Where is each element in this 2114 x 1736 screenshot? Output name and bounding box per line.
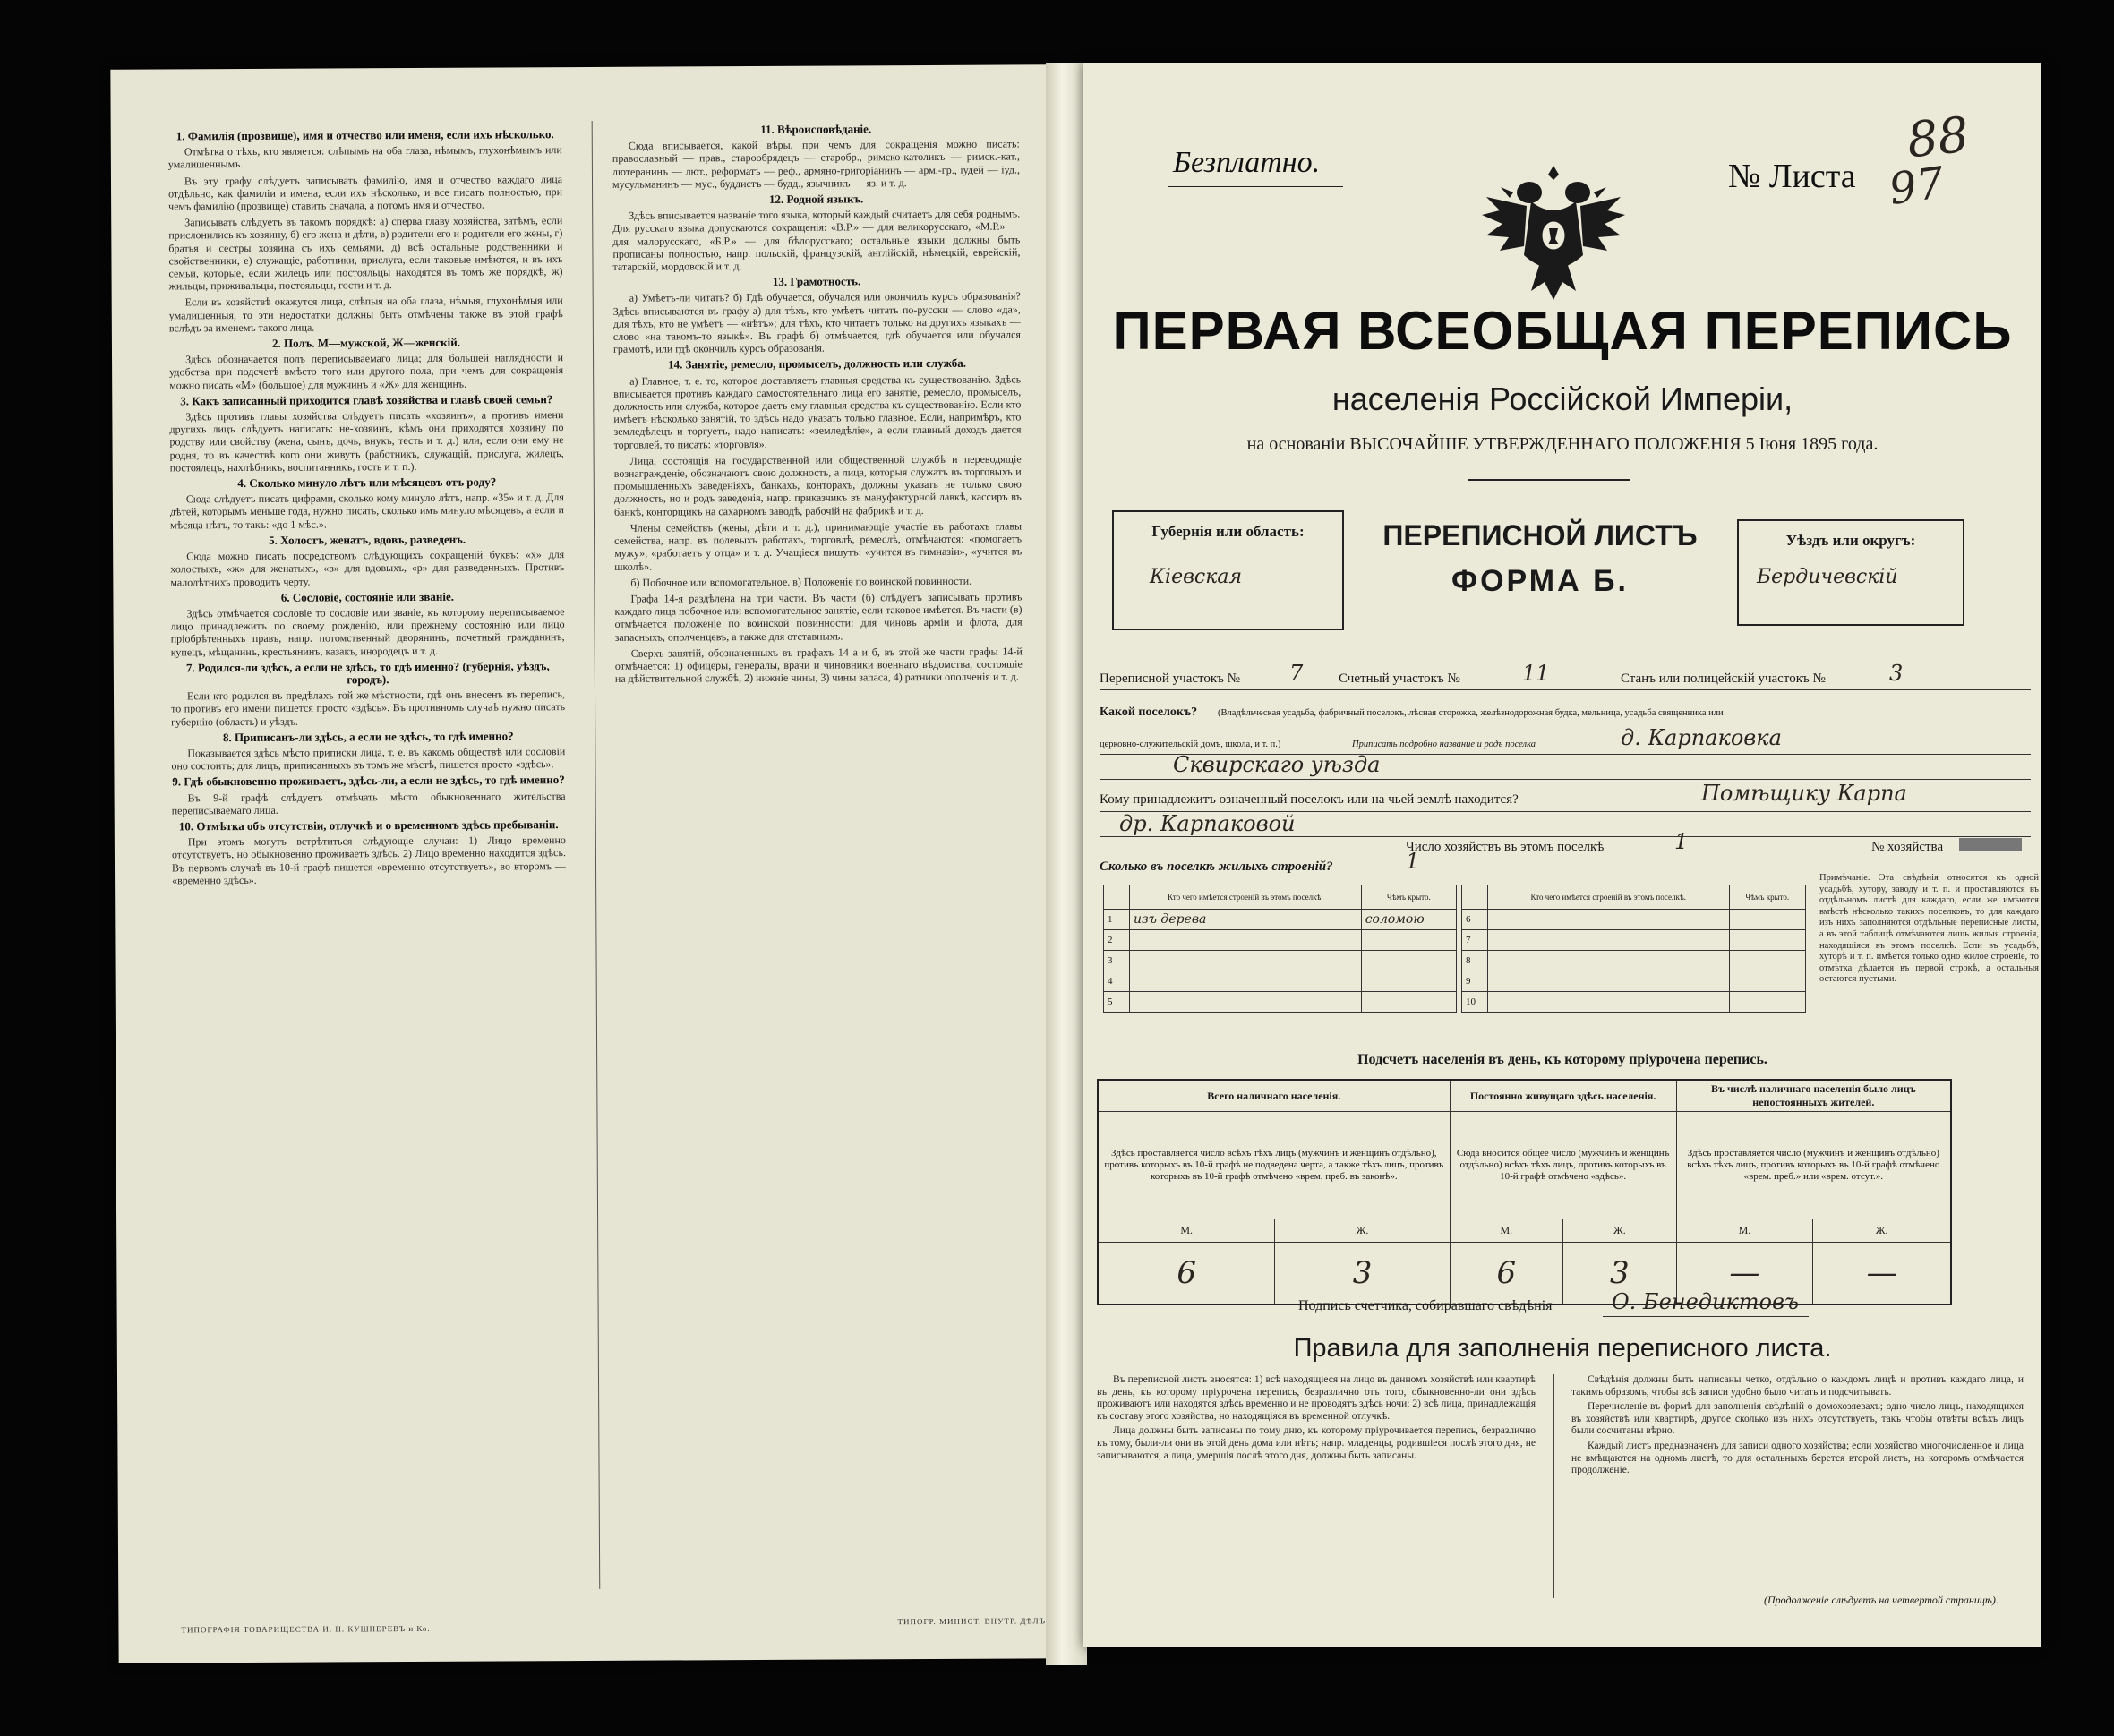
temporary-male-value: — bbox=[1676, 1243, 1813, 1305]
rules-paragraph: Перечисленіе въ формѣ для заполненія свѣдѣній о домохозяевахъ; одно число лицъ, находящихся въ хозяйствѣ или квартирѣ, другое сколько изъ нихъ отсутствуетъ, такъ чтобы отвѣты всѣхъ лицъ были сосчитаны вѣрно. bbox=[1571, 1401, 2024, 1437]
rules-paragraph: Свѣдѣнія должны быть написаны четко, отдѣльно о каждомъ лицѣ и противъ каждаго лица, и такимъ образомъ, чтобы всѣ записи удобно было читать и подсчитывать. bbox=[1571, 1374, 2024, 1398]
roof-header: Чѣмъ крыто. bbox=[1729, 885, 1805, 910]
rules-paragraph: Въ переписной листъ вносятся: 1) всѣ находящіеся на лицо въ данномъ хозяйствѣ или квартирѣ въ день, къ которому пріурочена перепись, безразлично отъ того, обыкновенно-ли они здѣсь проживаютъ или находятся здѣсь временно и не проводятъ здѣсь ночи; 2) всѣ лица, принадлежащія къ составу этого хозяйства, но находящіяся въ временной отлучкѣ. bbox=[1097, 1374, 1536, 1422]
printer-imprint: ТИПОГРАФІЯ ТОВАРИЩЕСТВА И. Н. КУШНЕРЕВЪ и Ко. bbox=[181, 1623, 431, 1635]
row-number: 5 bbox=[1104, 992, 1130, 1013]
temporary-female-value: — bbox=[1813, 1243, 1951, 1305]
rules-paragraph: Лица должны быть записаны по тому дню, къ которому пріурочивается перепись, безразлично къ тому, были-ли они въ этой день дома или нѣтъ; напр. младенцы, родившіеся послѣ этого дня, не записываются, а лица, умершія послѣ этого дня, должны быть записаны. bbox=[1097, 1425, 1536, 1461]
household-number-redacted bbox=[1959, 838, 2022, 851]
section-title: Полъ. М—мужской, Ж—женскій. bbox=[283, 335, 461, 350]
buildings-table-right bbox=[1461, 885, 1806, 1013]
row-number: 1 bbox=[1104, 910, 1130, 930]
permanent-population-desc: Сюда вносится общее число (мужчинъ и женщинъ отдѣльно) всѣхъ тѣхъ лицъ, противъ которыхъ въ 10-й графѣ отмѣчено «здѣсь». bbox=[1450, 1112, 1676, 1219]
row-number: 2 bbox=[1104, 930, 1130, 951]
instruction-paragraph: Если кто родился въ предѣлахъ той же мѣстности, гдѣ онъ внесенъ въ перепись, то противъ его имени пишется просто «здѣсь». Въ противномъ случаѣ нужно писать губернію (область) и уѣздъ. bbox=[171, 688, 566, 728]
permanent-population-header: Постоянно живущаго здѣсь населенія. bbox=[1450, 1080, 1676, 1112]
male-label: М. bbox=[1676, 1219, 1813, 1243]
instruction-paragraph: Сюда вписывается, какой вѣры, при чемъ для сокращенія можно писать: православный — прав., старообрядецъ — старобр., римско-католикъ — римск.-кат., лютеранинъ — лют., реформатъ — реф., армяно-григоріанинъ — арм.-гр., іудей — іуд., мусульманинъ — мус., буддистъ — будд., язычникъ — яз. и т. д. bbox=[612, 137, 1020, 191]
row-number: 3 bbox=[1104, 951, 1130, 971]
section-number: 7. bbox=[185, 660, 195, 675]
settlement-value-2: Сквирскаго уѣзда bbox=[1173, 752, 1381, 777]
page-subtitle: населенія Россійской Имперіи, bbox=[1331, 381, 1793, 417]
district-box bbox=[1737, 519, 1964, 626]
section-number: 14. bbox=[668, 357, 683, 372]
district-value: Бердичевскій bbox=[1757, 566, 1898, 588]
section-title: Грамотность. bbox=[790, 274, 861, 289]
section-number: 2. bbox=[271, 336, 281, 350]
police-district-label: Станъ или полицейскій участокъ № bbox=[1621, 671, 1826, 686]
population-count-table bbox=[1097, 1079, 1952, 1305]
female-label: Ж. bbox=[1813, 1219, 1951, 1243]
settlement-hint-2: церковно-служительскій домъ, школа, и т. п.) bbox=[1100, 740, 1281, 749]
section-heading bbox=[613, 357, 1021, 372]
instruction-paragraph: Показывается здѣсь мѣсто приписки лица, т. е. въ какомъ обществѣ или сословіи оно состоитъ; для лицъ, приписанныхъ въ томъ же мѣстѣ, пишется просто «здѣсь». bbox=[171, 745, 566, 773]
province-box bbox=[1112, 510, 1344, 630]
census-district-value: 7 bbox=[1289, 661, 1304, 686]
instruction-paragraph: б) Побочное или вспомогательное. в) Положеніе по воинской повинности. bbox=[630, 574, 972, 589]
settlement-label: Какой поселокъ? bbox=[1100, 706, 1198, 719]
instruction-paragraph: а) Умѣетъ-ли читать? б) Гдѣ обучается, обучался или окончилъ курсъ образованія? Здѣсь вписываются въ графу а) для тѣхъ, кто умѣетъ читать по-русски — слово «да», для тѣхъ, кто не умѣетъ — «нѣтъ»; для тѣхъ, кто читаетъ только на другихъ языкахъ — слово «на такомъ-то языкѣ». Въ графѣ б) отмѣчается, гдѣ обучается или обучался грамотѣ, или гдѣ окончилъ курсъ образованія. bbox=[612, 289, 1021, 356]
owner-value: Помѣщику Карпа bbox=[1701, 781, 1907, 806]
section-number: 10. bbox=[178, 819, 194, 834]
section-number: 6. bbox=[280, 590, 290, 604]
enumerator-signature-label: Подпись счетчика, собиравшаго свѣдѣнія bbox=[1298, 1298, 1553, 1313]
rules-column-2 bbox=[1571, 1374, 2024, 1598]
section-title: Сословіе, состояніе или званіе. bbox=[292, 589, 455, 604]
buildings-count-label: Сколько въ поселкѣ жилыхъ строеній? bbox=[1100, 859, 1333, 874]
owner-value-2: др. Карпаковой bbox=[1119, 811, 1296, 836]
province-value: Кіевская bbox=[1150, 566, 1243, 588]
settlement-value: д. Карпаковка bbox=[1621, 725, 1782, 750]
female-label: Ж. bbox=[1275, 1219, 1450, 1243]
instruction-paragraph: Записывать слѣдуетъ въ такомъ порядкѣ: а) сперва главу хозяйства, затѣмъ, если прислонились къ хозяину, б) его жена и дѣти, в) родители его и родители его жены, г) братья и сестры хозяина съ ихъ семьями, д) всѣ остальные родственники и свойственники, е) служащіе, работники, прислуга, если таковые имѣются, и въ ихъ семьи, которые, если жилецъ или постояльцы находятся въ томъ же порядкѣ, ж) жильцы, приживальцы, постояльцы, гости и т. д. bbox=[168, 214, 563, 293]
instruction-paragraph: Лица, состоящія на государственной или общественной службѣ и переводящіе вознагражденіе, обозначаютъ свою должность, а лица, которыя служатъ въ торговыхъ и промышленныхъ заведеніяхъ, банкахъ, конторахъ, должны указать не только свою должность, но и родъ заведенія, напр. приказчикъ въ мануфактурной лавкѣ, кассиръ въ банкѣ, конторщикъ на сахарномъ заводѣ, рабочій на фабрикѣ и т. д. bbox=[613, 452, 1022, 518]
owner-label: Кому принадлежитъ означенный поселокъ или на чьей землѣ находится? bbox=[1100, 792, 1519, 807]
buildings-count-value: 1 bbox=[1406, 849, 1420, 874]
instruction-paragraph: Здѣсь отмѣчается сословіе то сословіе или званіе, къ которому переписываемое лицо принадлежитъ по своему рожденію, или прежнему состоянію или лицо пріобрѣтенныхъ правъ, напр. потомственный дворянинъ, почетный гражданинъ, купецъ, мѣщанинъ, крестьянинъ, казакъ, инородецъ и т. д. bbox=[170, 605, 565, 658]
handwritten-crossed-number: 97 bbox=[1886, 158, 1947, 215]
page-title: ПЕРВАЯ ВСЕОБЩАЯ ПЕРЕПИСЬ bbox=[1112, 301, 2013, 361]
underline bbox=[1168, 186, 1343, 187]
section-number: 12. bbox=[768, 192, 784, 206]
left-page bbox=[110, 64, 1058, 1663]
count-district-label: Счетный участокъ № bbox=[1339, 671, 1460, 686]
buildings-note: Примѣчаніе. Эта свѣдѣнія относятся къ одной усадьбѣ, хутору, заводу и т. п. и проставляются въ отдѣльномъ листѣ для каждаго, если же имѣются вмѣстѣ нѣсколько такихъ поселковъ, то для каждаго изъ нихъ заполняются отдѣльные переписные листы, а въ этой таблицѣ отмѣчаются лишь жилыя строенія, находящіяся въ этомъ поселкѣ. Если въ усадьбѣ, хуторѣ и т. п. имѣется только одно жилое строеніе, то отмѣтка дѣлается въ первой строкѣ, а остальныя остаются пустыми. bbox=[1819, 873, 2039, 985]
section-number: 1. bbox=[175, 129, 185, 143]
section-number: 8. bbox=[222, 730, 232, 744]
section-heading bbox=[169, 393, 563, 408]
instruction-paragraph: Здѣсь вписывается названіе того языка, который каждый считаетъ для себя роднымъ. Для русскаго языка допускаются сокращенія: «В.Р.» — для великорусскаго, «М.Р.» — для малорусскаго, «Б.Р.» — для бѣлорусскаго; остальные языки должны быть прописаны полностью, напр. польскій, французскій, англійскій, нѣмецкій, еврейскій, татарскій, мордовскій и т. д. bbox=[612, 207, 1021, 273]
legal-basis: на основаніи ВЫСОЧАЙШЕ УТВЕРЖДЕННАГО ПОЛОЖЕНІЯ 5 Іюня 1895 года. bbox=[1246, 434, 1879, 454]
section-number: 11. bbox=[760, 122, 775, 136]
section-title: Гдѣ обыкновенно проживаетъ, здѣсь-ли, а если не здѣсь, то гдѣ именно? bbox=[184, 773, 565, 789]
sheet-number-label: № Листа bbox=[1728, 158, 1856, 195]
section-number: 9. bbox=[172, 774, 182, 789]
form-line bbox=[1100, 836, 2031, 837]
province-label: Губернія или область: bbox=[1151, 523, 1305, 540]
building-value: изъ дерева bbox=[1130, 910, 1362, 930]
section-heading bbox=[168, 128, 562, 143]
section-title: Вѣроисповѣданіе. bbox=[776, 122, 872, 136]
instruction-paragraph: а) Главное, т. е. то, которое доставляетъ главныя средства къ существованію. Здѣсь вписывается противъ каждаго самостоятельнаго лица его занятіе, ремесло, промыселъ, должность или служба, которое даетъ ему главныя средства къ существованію. Если кто имѣетъ нѣсколько занятій, то здѣсь надо указать только главное. Если, напримѣръ, кто земледѣлецъ и торгуетъ, надо написать: «земледѣліе», а если главный доходъ дается торговлей, то писать: «торговля». bbox=[613, 372, 1022, 451]
row-number: 10 bbox=[1462, 992, 1488, 1013]
row-number: 8 bbox=[1462, 951, 1488, 971]
form-line bbox=[1100, 779, 2031, 780]
instruction-paragraph: Сюда можно писать посредствомъ слѣдующихъ сокращеній буквъ: «х» для холостыхъ, «ж» для женатыхъ, «в» для вдовыхъ, «р» для разведенныхъ. Противъ малолѣтнихъ проводить черту. bbox=[170, 548, 565, 588]
section-number: 3. bbox=[180, 394, 189, 408]
permanent-female-value: 3 bbox=[1563, 1243, 1677, 1305]
row-number: 4 bbox=[1104, 971, 1130, 992]
divider bbox=[1468, 479, 1630, 481]
total-male-value: 6 bbox=[1098, 1243, 1275, 1305]
households-count-value: 1 bbox=[1674, 829, 1689, 854]
total-population-desc: Здѣсь проставляется число всѣхъ тѣхъ лицъ (мужчинъ и женщинъ отдѣльно), противъ которыхъ въ 10-й графѣ не подведена черта, а также тѣхъ лицъ, противъ которыхъ въ 10-й графѣ отмѣчено «врем. преб. въ законѣ». bbox=[1098, 1112, 1450, 1219]
section-heading bbox=[171, 660, 565, 688]
instructions-column-1 bbox=[168, 124, 570, 1612]
instruction-paragraph: Отмѣтка о тѣхъ, кто является: слѣпымъ на оба глаза, нѣмымъ, глухонѣмымъ или умалишеннымъ. bbox=[167, 143, 562, 171]
section-heading bbox=[171, 774, 565, 789]
male-label: М. bbox=[1098, 1219, 1275, 1243]
section-heading bbox=[172, 818, 566, 834]
page-fold bbox=[1046, 63, 1087, 1665]
instruction-paragraph: Сюда слѣдуетъ писать цифрами, сколько кому минуло лѣтъ, напр. «35» и т. д. Для дѣтей, которымъ меньше года, нужно писать, сколько имъ минуло мѣсяцевъ, а если и мѣсяца нѣтъ, то такъ: «до 1 мѣс.». bbox=[169, 491, 564, 532]
population-count-title: Подсчетъ населенія въ день, къ которому пріурочена перепись. bbox=[1357, 1052, 1767, 1067]
double-headed-eagle-icon bbox=[1477, 157, 1630, 309]
column-divider bbox=[1553, 1374, 1554, 1598]
row-number: 9 bbox=[1462, 971, 1488, 992]
instruction-paragraph: Въ эту графу слѣдуетъ записывать фамилію, имя и отчество каждаго лица отдѣльно, как фамиліи и имена, если ихъ нѣсколько, и все писать полностью, при чемъ фамилію (прозвище) ставить сначала, а потомъ имя и отчество. bbox=[168, 172, 563, 213]
handwritten-sheet-number: 88 bbox=[1904, 106, 1972, 169]
section-title: Приписанъ-ли здѣсь, а если не здѣсь, то гдѣ именно? bbox=[234, 729, 514, 744]
police-district-value: 3 bbox=[1889, 661, 1904, 686]
row-number: 6 bbox=[1462, 910, 1488, 930]
section-title: Отмѣтка объ отсутствіи, отлучкѣ и о временномъ здѣсь пребываніи. bbox=[196, 817, 559, 834]
census-form-page bbox=[1083, 63, 2041, 1647]
instruction-paragraph: Здѣсь обозначается полъ переписываемаго лица; для большей наглядности и удобства при подсчетѣ вмѣсто того или другого пола, при чемъ для сокращенія можно писать «М» (большое) для мужчинъ и «Ж» для женщинъ. bbox=[169, 351, 564, 392]
section-heading bbox=[170, 590, 564, 605]
free-of-charge-label: Безплатно. bbox=[1173, 146, 1321, 179]
instruction-paragraph: Сверхъ занятій, обозначенныхъ въ графахъ 14 а и б, въ этой же части графы 14-й отмѣчается: 1) офицеры, генералы, врачи и чиновники военнаго вѣдомства, состоящіе на дѣйствительной службѣ, 2) нижніе чины, 3) чины запаса, 4) ратники ополченія и т. д. bbox=[614, 645, 1023, 685]
form-title: ПЕРЕПИСНОЙ ЛИСТЪ bbox=[1382, 519, 1698, 552]
section-number: 13. bbox=[772, 275, 788, 289]
enumerator-signature: О. Бенедиктовъ bbox=[1612, 1289, 1799, 1314]
rules-paragraph: Каждый листъ предназначенъ для записи одного хозяйства; если хозяйство многочисленное и лица не вмѣщаются на одномъ листѣ, то для остальныхъ берется второй листъ, на которомъ отмѣчается продолженіе. bbox=[1571, 1440, 2024, 1476]
instructions-column-2 bbox=[612, 118, 1028, 1606]
row-number: 7 bbox=[1462, 930, 1488, 951]
section-heading bbox=[171, 730, 565, 745]
column-divider bbox=[592, 121, 601, 1589]
buildings-table-left bbox=[1103, 885, 1457, 1013]
rules-title: Правила для заполненія переписного листа. bbox=[1293, 1334, 1832, 1363]
section-title: Холостъ, женатъ, вдовъ, разведенъ. bbox=[280, 532, 466, 547]
settlement-name-hint: Приписать подробно название и родъ поселка bbox=[1352, 740, 1536, 749]
buildings-header: Кто чего имѣется строеній въ этомъ поселкѣ. bbox=[1130, 885, 1362, 910]
section-title: Какъ записанный приходится главѣ хозяйства и главѣ своей семьи? bbox=[192, 392, 553, 408]
form-line bbox=[1100, 689, 2031, 690]
form-subtitle: ФОРМА Б. bbox=[1451, 564, 1629, 598]
instruction-paragraph: Графа 14-я раздѣлена на три части. Въ части (б) слѣдуетъ записывать противъ каждаго лица побочное или вспомогательное занятіе, если таковое имѣется. Въ части (в) отмѣчается положеніе по воинской повинности: для чиновъ арміи и флота, для запасныхъ, ополченцевъ, а также для отставныхъ. bbox=[614, 590, 1023, 644]
temporary-population-desc: Здѣсь проставляется число (мужчинъ и женщинъ отдѣльно) всѣхъ тѣхъ лицъ, противъ которыхъ въ 10-й графѣ отмѣчено «врем. преб.» или «врем. отсут.». bbox=[1676, 1112, 1951, 1219]
instruction-paragraph: При этомъ могутъ встрѣтиться слѣдующіе случаи: 1) Лицо временно отсутствуетъ, но обыкновенно проживаетъ здѣсь. 2) Лицо временно находится здѣсь. Въ первомъ случаѣ въ 10-й графѣ пишется «временно отсутствуетъ», во второмъ — «временно здѣсь». bbox=[171, 834, 567, 887]
total-female-value: 3 bbox=[1275, 1243, 1450, 1305]
section-heading bbox=[170, 533, 564, 548]
section-heading bbox=[170, 475, 564, 491]
printer-imprint-right: ТИПОГР. МИНИСТ. ВНУТР. ДѢЛЪ bbox=[897, 1616, 1047, 1627]
male-label: М. bbox=[1450, 1219, 1563, 1243]
section-heading bbox=[612, 122, 1020, 137]
rules-column-1 bbox=[1097, 1374, 1536, 1598]
section-title: Занятіе, ремесло, промыселъ, должность или служба. bbox=[685, 356, 967, 372]
section-heading bbox=[613, 275, 1021, 290]
roof-header: Чѣмъ крыто. bbox=[1361, 885, 1456, 910]
district-label: Уѣздъ или округъ: bbox=[1785, 532, 1916, 549]
census-district-label: Переписной участокъ № bbox=[1100, 671, 1240, 686]
section-heading bbox=[169, 336, 563, 351]
signature-line bbox=[1603, 1316, 1809, 1317]
section-number: 5. bbox=[269, 533, 278, 547]
instruction-paragraph: Члены семействъ (жены, дѣти и т. д.), принимающіе участіе въ работахъ главы семейства, напр. въ полевыхъ работахъ, торговлѣ, ремеслѣ, отмѣчаются: «помогаетъ мужу», «работаетъ у отца» и т. д. Учащіеся пишутъ: «учится въ гимназіи», «учится въ школѣ». bbox=[614, 519, 1023, 573]
count-district-value: 11 bbox=[1522, 661, 1550, 686]
household-number-label: № хозяйства bbox=[1871, 840, 1944, 854]
settlement-hint: (Владѣльческая усадьба, фабричный поселокъ, лѣсная сторожка, желѣзнодорожная будка, мельница, усадьба священника или bbox=[1218, 708, 1724, 718]
section-title: Родился-ли здѣсь, а если не здѣсь, то гдѣ именно? (губернія, уѣздъ, городъ). bbox=[197, 658, 550, 687]
section-title: Сколько минуло лѣтъ или мѣсяцевъ отъ роду? bbox=[249, 475, 497, 491]
section-heading bbox=[612, 192, 1020, 207]
instruction-paragraph: Въ 9-й графѣ слѣдуетъ отмѣчать мѣсто обыкновеннаго жительства переписываемаго лица. bbox=[171, 789, 566, 817]
households-count-label: Число хозяйствъ въ этомъ поселкѣ bbox=[1406, 840, 1605, 854]
female-label: Ж. bbox=[1563, 1219, 1677, 1243]
instruction-paragraph: Здѣсь противъ главы хозяйства слѣдуетъ писать «хозяинъ», а противъ имени другихъ лицъ слѣдуетъ написать: не-хозяинъ, кѣмъ они приходятся хозяину по родству или свойству (жена, сынъ, дочь, внукъ, тесть и т. д.) или, если они ему не родня, то въ качествѣ кого они живутъ (работникъ, служащій, прислуга, жилецъ, постоялецъ, нахлѣбникъ, воспитанникъ, гость и т. п.). bbox=[169, 408, 564, 475]
section-title: Фамилія (прозвище), имя и отчество или именя, если ихъ нѣсколько. bbox=[187, 127, 554, 143]
buildings-header: Кто чего имѣется строеній въ этомъ поселкѣ. bbox=[1488, 885, 1730, 910]
permanent-male-value: 6 bbox=[1450, 1243, 1563, 1305]
roof-value: соломою bbox=[1361, 910, 1456, 930]
temporary-population-header: Въ числѣ наличнаго населенія было лицъ непостоянныхъ жителей. bbox=[1676, 1080, 1951, 1112]
section-number: 4. bbox=[237, 476, 247, 491]
total-population-header: Всего наличнаго населенія. bbox=[1098, 1080, 1450, 1112]
instruction-paragraph: Если въ хозяйствѣ окажутся лица, слѣпыя на оба глаза, нѣмыя, глухонѣмыя или умалишенныя, то эти недостатки должны быть отмѣчены также въ этой графѣ вслѣдъ за именемъ такого лица. bbox=[168, 294, 563, 335]
continued-note: (Продолженіе слѣдуетъ на четвертой страницѣ). bbox=[1764, 1594, 1998, 1606]
section-title: Родной языкъ. bbox=[786, 192, 864, 206]
